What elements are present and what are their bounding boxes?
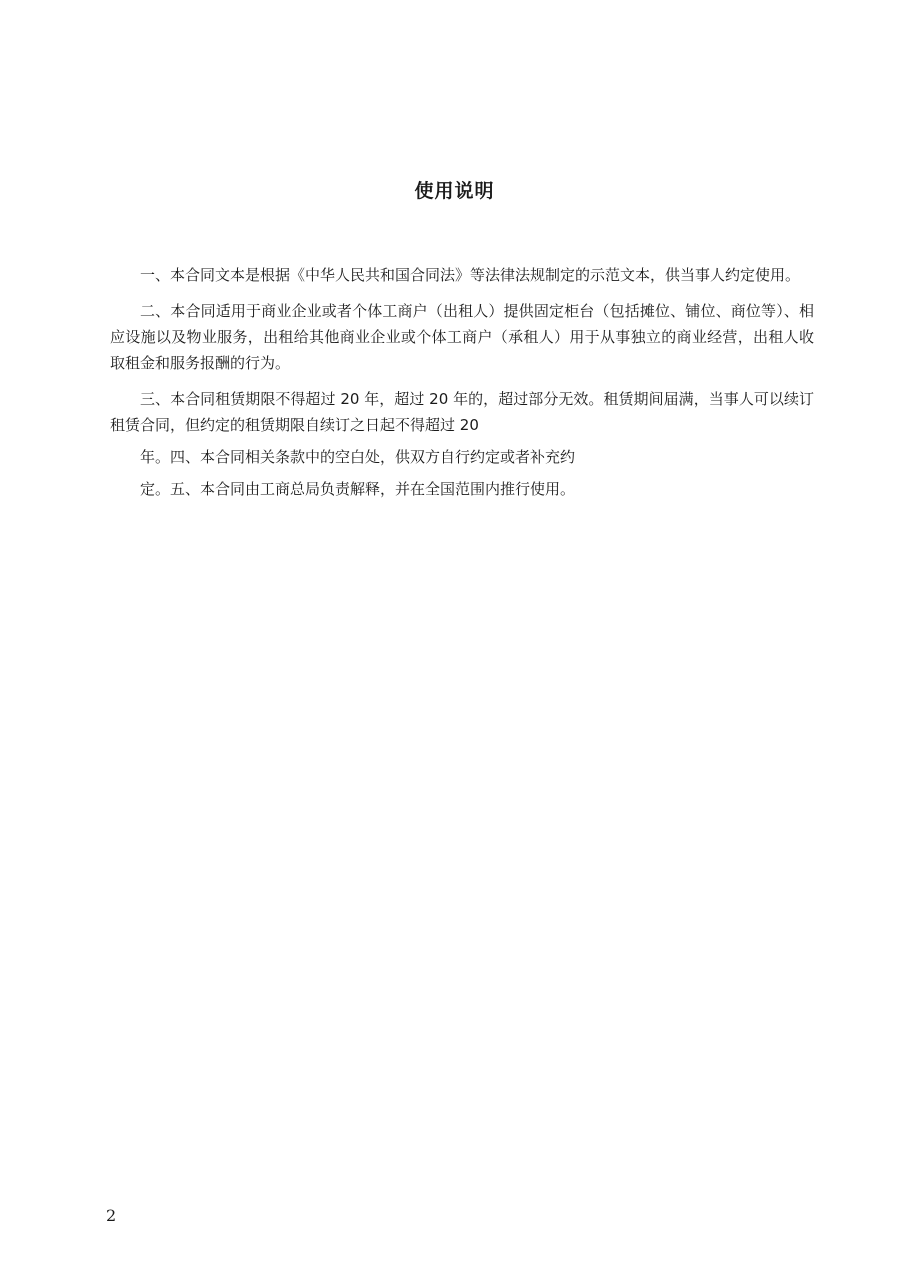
paragraph-5: 定。五、本合同由工商总局负责解释，并在全国范围内推行使用。	[140, 480, 576, 498]
page-title: 使用说明	[414, 180, 495, 202]
paragraph-1: 一、本合同文本是根据《中华人民共和国合同法》等法律法规制定的示范文本，供当事人约定使用。	[140, 266, 801, 284]
paragraph-2: 二、本合同适用于商业企业或者个体工商户（出租人）提供固定柜台（包括摊位、铺位、商位等）、相应设施以及物业服务，出租给其他商业企业或个体工商户（承租人）用于从事独立的商业经营，出租人收取租金和服务报酬的行为。	[110, 302, 814, 372]
page-number: 2	[106, 1206, 117, 1225]
paragraph-4: 年。四、本合同相关条款中的空白处，供双方自行约定或者补充约	[140, 448, 576, 466]
paragraph-3: 三、本合同租赁期限不得超过 20 年，超过 20 年的，超过部分无效。租赁期间届满，当事人可以续订租赁合同，但约定的租赁期限自续订之日起不得超过 20	[110, 390, 814, 434]
document-body	[110, 262, 814, 512]
